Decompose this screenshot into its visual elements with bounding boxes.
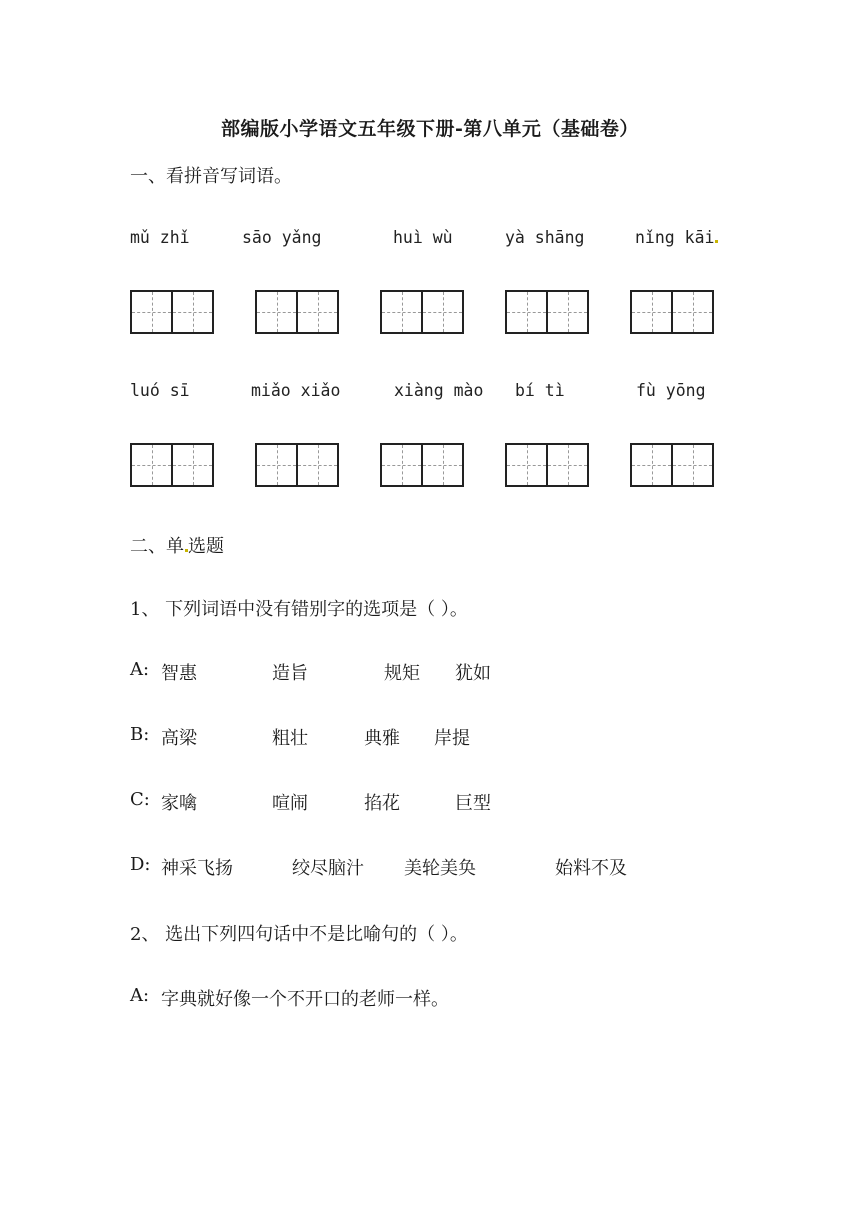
pinyin-1-3: huì wù	[393, 228, 453, 247]
option-a-word: 智惠	[161, 663, 197, 684]
pinyin-2-3: xiàng mào	[394, 381, 484, 400]
option-d-word: 神采飞扬	[161, 858, 233, 879]
pinyin-1-2: sāo yǎng	[242, 228, 322, 247]
section1-heading: 一、看拼音写词语。	[130, 166, 292, 187]
option-d-label: D:	[130, 854, 151, 875]
option-b-word: 粗壮	[272, 728, 308, 749]
pinyin-2-2: miǎo xiǎo	[251, 381, 341, 400]
writing-grid[interactable]	[505, 443, 589, 487]
section2-heading: 二、单 选题	[130, 536, 224, 557]
pinyin-1-5: nǐng kāi	[635, 228, 718, 247]
option-c-word: 巨型	[455, 793, 491, 814]
option-b-word: 高梁	[161, 728, 197, 749]
option-a-word: 犹如	[455, 663, 491, 684]
writing-grid[interactable]	[255, 290, 339, 334]
option-d-word: 绞尽脑汁	[292, 858, 364, 879]
pinyin-2-4: bí tì	[515, 381, 565, 400]
pinyin-2-1: luó sī	[130, 381, 190, 400]
option-a-word: 规矩	[384, 663, 420, 684]
option-a-text: 字典就好像一个不开口的老师一样。	[161, 989, 449, 1010]
writing-grid[interactable]	[380, 443, 464, 487]
writing-grid[interactable]	[630, 290, 714, 334]
pinyin-1-1: mǔ zhǐ	[130, 228, 190, 247]
writing-grid[interactable]	[130, 290, 214, 334]
pinyin-2-5: fù yōng	[636, 381, 706, 400]
option-d-word: 始料不及	[555, 858, 627, 879]
question-2-stem: 2、 选出下列四句话中不是比喻句的（ ）。	[130, 924, 468, 945]
page-title: 部编版小学语文五年级下册-第八单元（基础卷）	[221, 118, 639, 140]
option-b-word: 岸提	[434, 728, 470, 749]
writing-grid[interactable]	[255, 443, 339, 487]
writing-grid[interactable]	[630, 443, 714, 487]
writing-grid[interactable]	[380, 290, 464, 334]
pinyin-1-4: yà shāng	[505, 228, 585, 247]
writing-grid[interactable]	[505, 290, 589, 334]
option-b-label: B:	[130, 724, 150, 745]
option-a-label: A:	[130, 659, 150, 680]
option-c-word: 家噙	[161, 793, 197, 814]
option-b-word: 典雅	[364, 728, 400, 749]
question-1-stem: 1、 下列词语中没有错别字的选项是（ ）。	[130, 599, 468, 620]
option-a-label: A:	[130, 985, 150, 1006]
option-a-word: 造旨	[272, 663, 308, 684]
option-c-word: 喧闹	[272, 793, 308, 814]
option-c-label: C:	[130, 789, 150, 810]
option-d-word: 美轮美奂	[404, 858, 476, 879]
mark-dot	[715, 240, 718, 243]
option-c-word: 掐花	[364, 793, 400, 814]
writing-grid[interactable]	[130, 443, 214, 487]
